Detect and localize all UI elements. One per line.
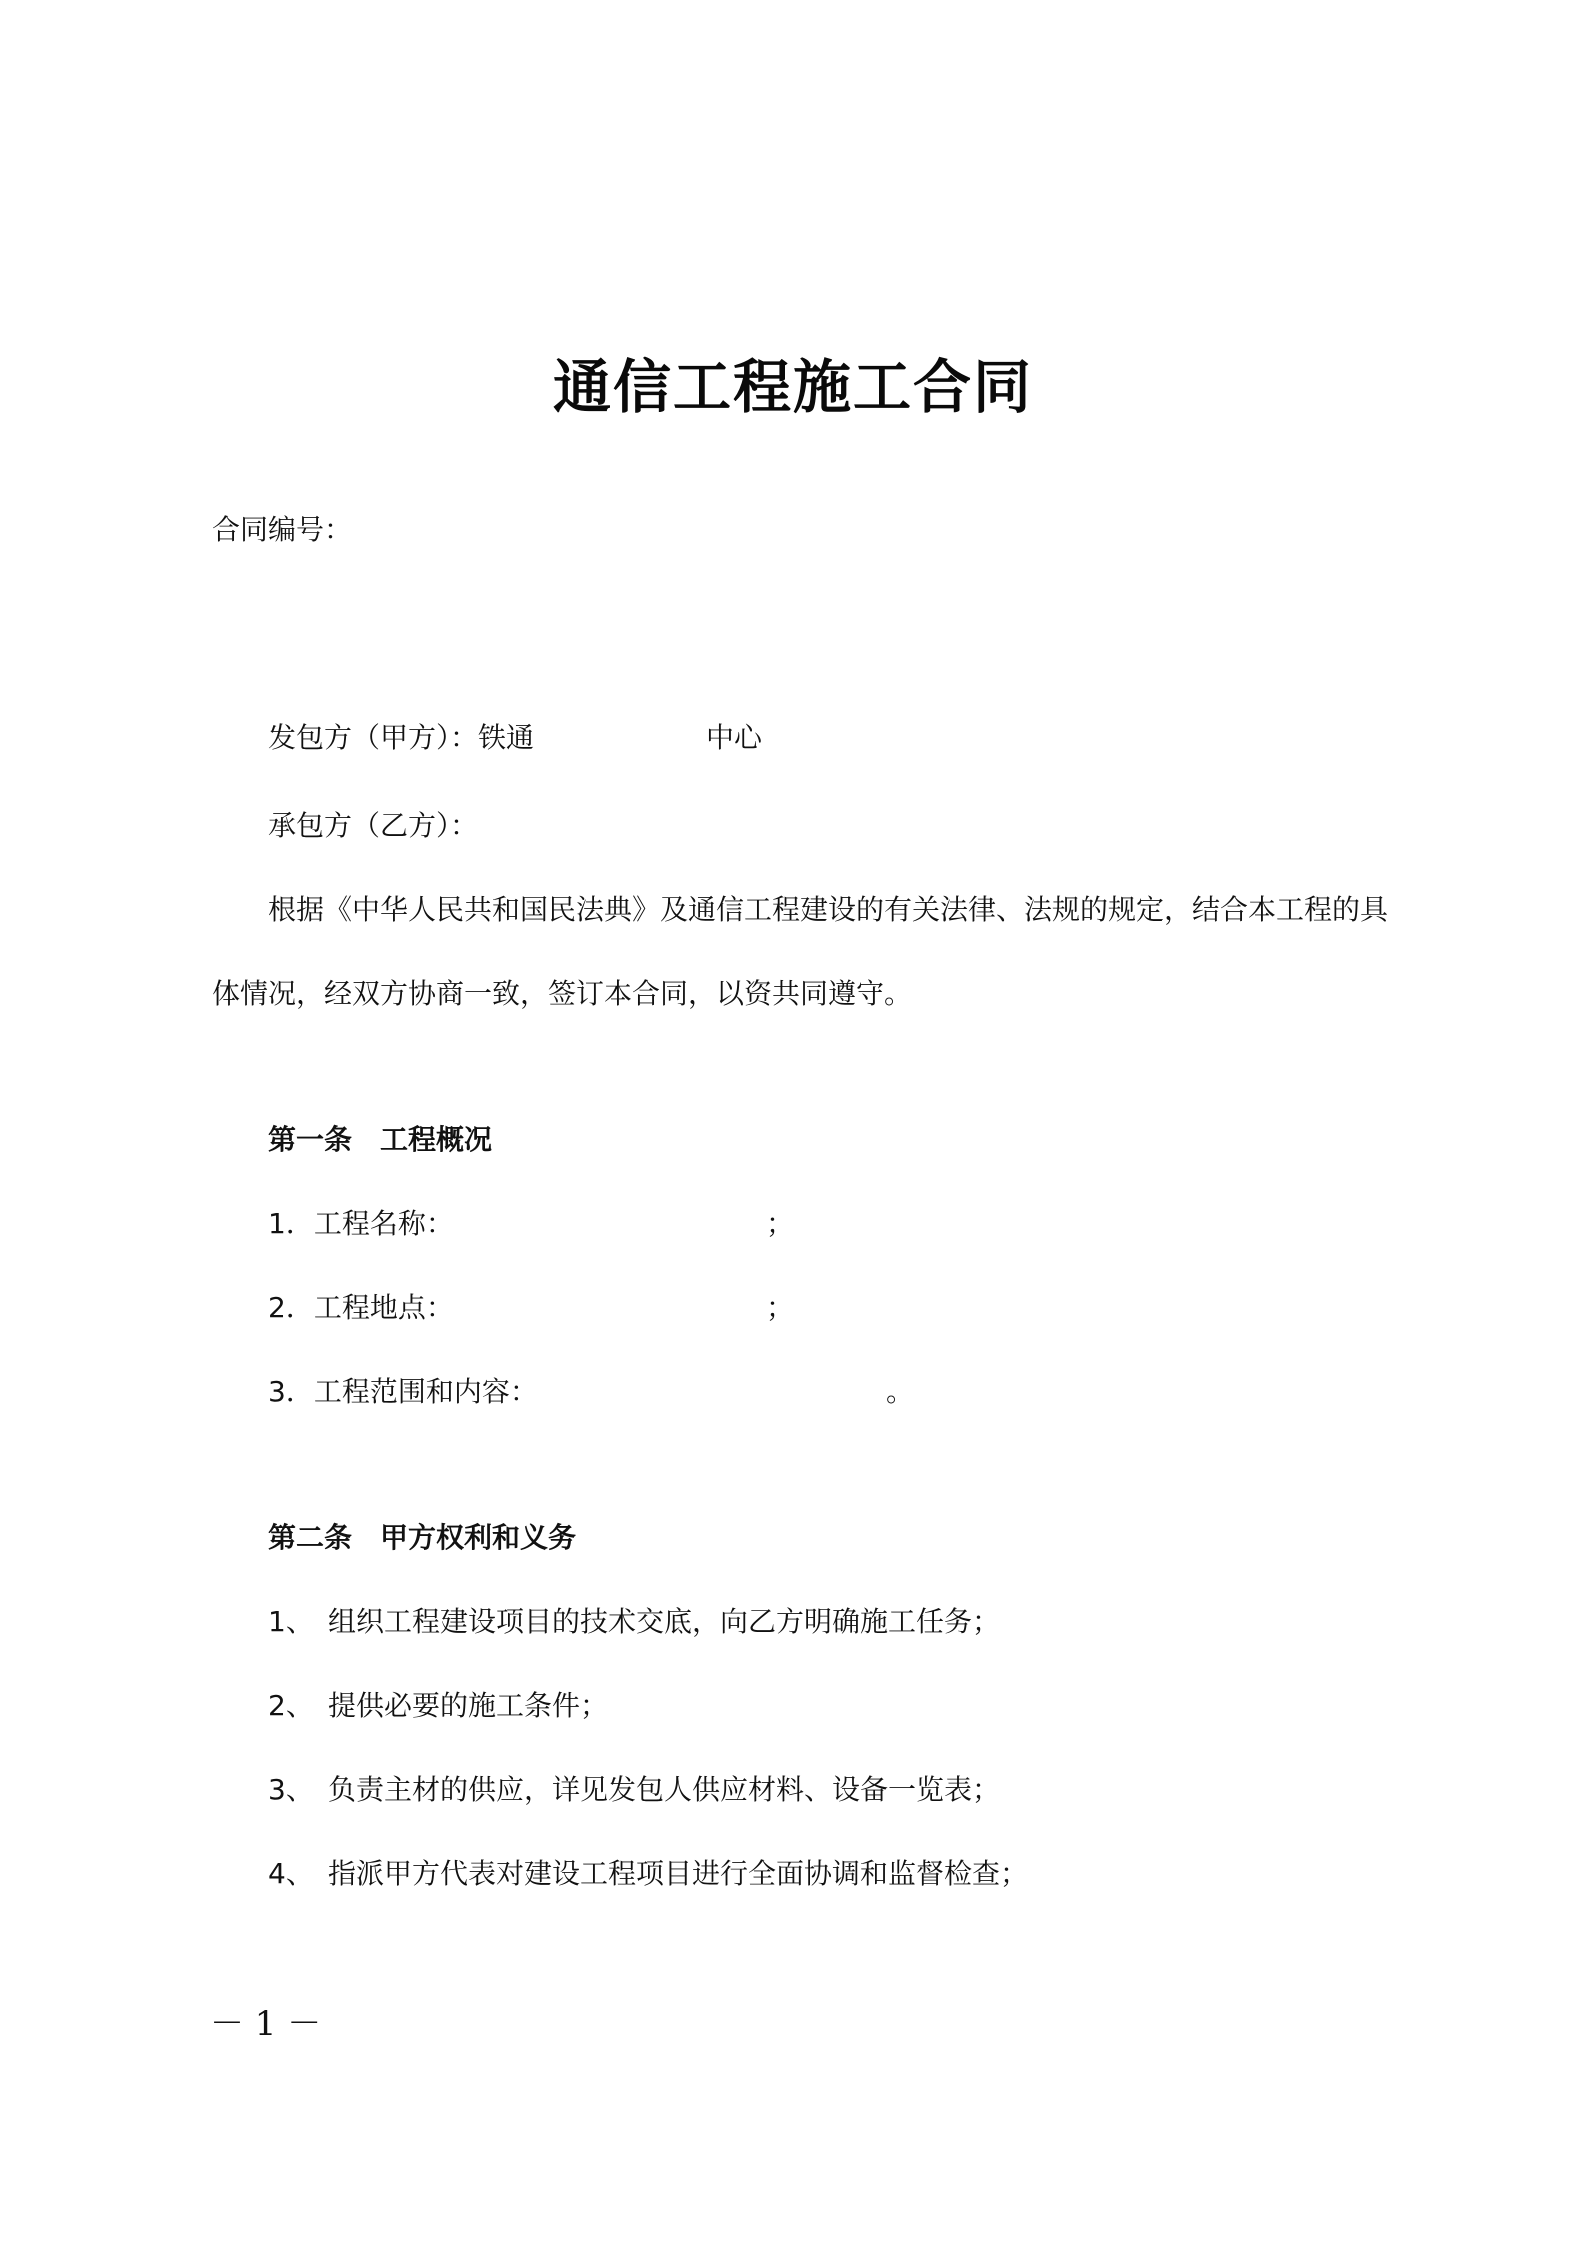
preamble-line-1: 根据《中华人民共和国民法典》及通信工程建设的有关法律、法规的规定，结合本工程的具 xyxy=(268,893,1389,926)
article-1-item-label: 1．工程名称： xyxy=(268,1207,454,1240)
article-2-item-text: 组织工程建设项目的技术交底，向乙方明确施工任务； xyxy=(328,1605,1001,1638)
article-1-item-end: 。 xyxy=(886,1375,915,1408)
article-2-item-number: 4、 xyxy=(268,1857,314,1890)
article-2-item-number: 2、 xyxy=(268,1689,314,1722)
article-2-item-number: 1、 xyxy=(268,1605,314,1638)
document-title: 通信工程施工合同 xyxy=(552,353,1033,421)
article-2-item-number: 3、 xyxy=(268,1773,314,1806)
page-number: － 1 － xyxy=(210,2004,322,2044)
article-1-item-label: 3．工程范围和内容： xyxy=(268,1375,538,1408)
article-2-item-text: 指派甲方代表对建设工程项目进行全面协调和监督检查； xyxy=(328,1857,1029,1890)
contract-number-label: 合同编号： xyxy=(212,513,353,546)
article-2-item-text: 负责主材的供应，详见发包人供应材料、设备一览表； xyxy=(328,1773,1001,1806)
article-1-item-end: ； xyxy=(766,1291,795,1324)
preamble-line-2: 体情况，经双方协商一致，签订本合同，以资共同遵守。 xyxy=(212,977,913,1010)
party-a-label: 发包方（甲方）：铁通 xyxy=(268,721,535,754)
party-a-suffix: 中心 xyxy=(706,721,763,754)
party-b-label: 承包方（乙方）： xyxy=(268,809,479,842)
article-1-heading: 第一条 工程概况 xyxy=(268,1123,493,1156)
article-1-item-end: ； xyxy=(766,1207,795,1240)
article-2-item-text: 提供必要的施工条件； xyxy=(328,1689,609,1722)
article-2-heading: 第二条 甲方权利和义务 xyxy=(268,1521,577,1554)
article-1-item-label: 2．工程地点： xyxy=(268,1291,454,1324)
